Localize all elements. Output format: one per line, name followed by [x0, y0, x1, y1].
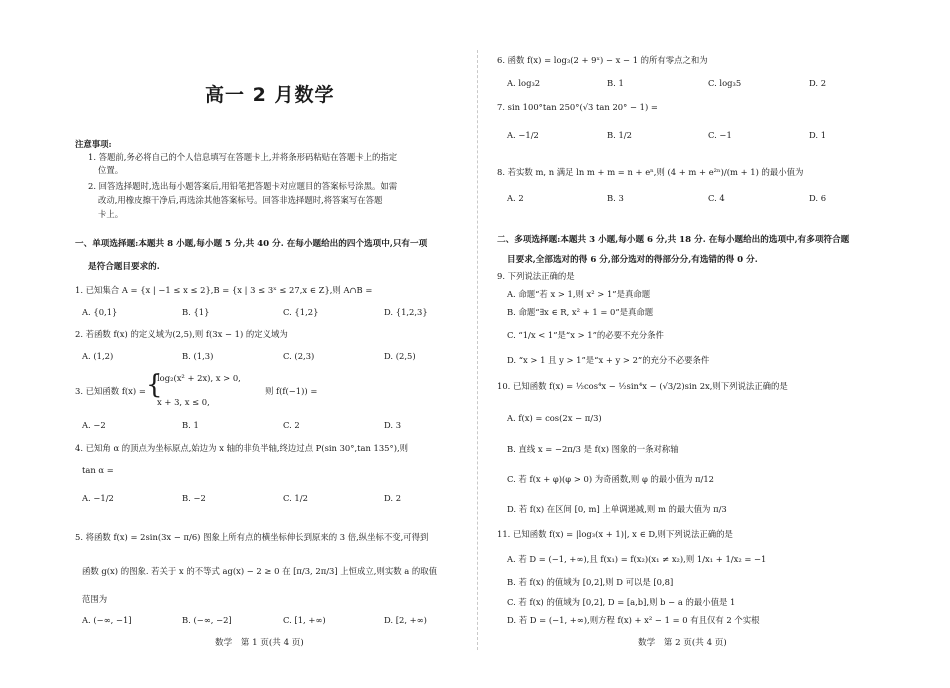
- q9-option-b: B. 命题“∃x ∈ R, x² + 1 = 0”是真命题: [507, 307, 654, 317]
- q8-option-c: C. 4: [708, 193, 725, 203]
- q4-option-b: B. −2: [182, 493, 206, 503]
- q5-option-c: C. [1, +∞): [283, 615, 326, 625]
- q2-option-d: D. (2,5): [384, 351, 416, 361]
- q7-stem: 7. sin 100°tan 250°(√3 tan 20° − 1) =: [497, 102, 658, 112]
- q1-stem: 1. 已知集合 A = {x | −1 ≤ x ≤ 2},B = {x | 3 ≤ 3ˣ ≤ 27,x ∈ Z},则 A∩B =: [75, 285, 373, 295]
- q2-option-c: C. (2,3): [283, 351, 315, 361]
- q8-option-d: D. 6: [809, 193, 827, 203]
- q5-stem-line2: 函数 g(x) 的图象. 若关于 x 的不等式 ag(x) − 2 ≥ 0 在 [π/3, 2π/3] 上恒成立,则实数 a 的取值: [82, 566, 438, 576]
- q11-option-d: D. 若 D = (−1, +∞),则方程 f(x) + x² − 1 = 0 有且仅有 2 个实根: [507, 615, 760, 625]
- q3-option-a: A. −2: [82, 420, 106, 430]
- footer-left: 数学 第 1 页(共 4 页): [215, 638, 304, 648]
- q3-option-c: C. 2: [283, 420, 300, 430]
- q1-option-b: B. {1}: [182, 307, 210, 317]
- q4-option-c: C. 1/2: [283, 493, 308, 503]
- q9-option-a: A. 命题“若 x > 1,则 x² > 1”是真命题: [507, 289, 651, 299]
- section2-heading-line2: 目要求,全部选对的得 6 分,部分选对的得部分分,有选错的得 0 分.: [507, 255, 758, 265]
- q6-option-c: C. log₃5: [708, 78, 742, 88]
- q9-option-d: D. “x > 1 且 y > 1”是“x + y > 2”的充分不必要条件: [507, 355, 710, 365]
- q2-stem: 2. 若函数 f(x) 的定义域为(2,5),则 f(3x − 1) 的定义域为: [75, 329, 288, 339]
- q6-stem: 6. 函数 f(x) = log₃(2 + 9ˣ) − x − 1 的所有零点之和为: [497, 55, 708, 65]
- q5-option-a: A. (−∞, −1]: [82, 615, 132, 625]
- column-divider: [477, 50, 478, 650]
- q5-stem-line1: 5. 将函数 f(x) = 2sin(3x − π/6) 图象上所有点的横坐标伸长到原来的 3 倍,纵坐标不变,可得到: [75, 532, 429, 542]
- q4-stem-line2: tan α =: [82, 465, 114, 475]
- q8-stem: 8. 若实数 m, n 满足 ln m + m = n + eⁿ,则 (4 + m + e²ⁿ)/(m + 1) 的最小值为: [497, 167, 804, 177]
- q5-option-b: B. (−∞, −2]: [182, 615, 232, 625]
- q2-option-a: A. (1,2): [82, 351, 114, 361]
- q3-stem-lead: 3. 已知函数 f(x) =: [75, 386, 146, 396]
- q2-option-b: B. (1,3): [182, 351, 214, 361]
- q11-option-c: C. 若 f(x) 的值域为 [0,2], D = [a,b],则 b − a 的最小值是 1: [507, 597, 736, 607]
- section1-heading-line2: 是符合题目要求的.: [88, 262, 160, 272]
- q3-option-b: B. 1: [182, 420, 199, 430]
- notes-item1-line2: 位置。: [98, 165, 124, 175]
- q1-option-c: C. {1,2}: [283, 307, 319, 317]
- q8-option-b: B. 3: [607, 193, 624, 203]
- q7-option-c: C. −1: [708, 130, 732, 140]
- q5-stem-line3: 范围为: [82, 594, 108, 604]
- q8-option-a: A. 2: [507, 193, 524, 203]
- q11-option-b: B. 若 f(x) 的值域为 [0,2],则 D 可以是 [0,8]: [507, 577, 674, 587]
- q7-option-a: A. −1/2: [507, 130, 539, 140]
- q3-stem-tail: 则 f(f(−1)) =: [265, 386, 318, 396]
- section1-heading-line1: 一、单项选择题:本题共 8 小题,每小题 5 分,共 40 分. 在每小题给出的四个选项中,只有一项: [75, 239, 428, 249]
- notes-heading: 注意事项:: [75, 139, 112, 149]
- page-title: 高一 2 月数学: [205, 84, 335, 106]
- q6-option-a: A. log₃2: [507, 78, 541, 88]
- q6-option-b: B. 1: [607, 78, 624, 88]
- q11-option-a: A. 若 D = (−1, +∞),且 f(x₁) = f(x₂)(x₁ ≠ x₂),则 1/x₁ + 1/x₂ = −1: [507, 554, 767, 564]
- q10-stem: 10. 已知函数 f(x) = ½cos⁴x − ½sin⁴x − (√3/2)sin 2x,则下列说法正确的是: [497, 381, 788, 391]
- notes-item1-line1: 1. 答题前,务必将自己的个人信息填写在答题卡上,并将条形码粘贴在答题卡上的指定: [88, 152, 398, 162]
- notes-item2-line2: 改动,用橡皮擦干净后,再选涂其他答案标号。回答非选择题时,将答案写在答题: [98, 195, 383, 205]
- footer-right: 数学 第 2 页(共 4 页): [638, 638, 727, 648]
- q6-option-d: D. 2: [809, 78, 827, 88]
- notes-item2-line3: 卡上。: [98, 209, 124, 219]
- section2-heading-line1: 二、多项选择题:本题共 3 小题,每小题 6 分,共 18 分. 在每小题给出的选项中,有多项符合题: [497, 235, 850, 245]
- q9-option-c: C. “1/x < 1”是“x > 1”的必要不充分条件: [507, 330, 664, 340]
- q1-option-d: D. {1,2,3}: [384, 307, 428, 317]
- q9-stem: 9. 下列说法正确的是: [497, 271, 575, 281]
- q3-option-d: D. 3: [384, 420, 402, 430]
- q11-stem: 11. 已知函数 f(x) = |log₃(x + 1)|, x ∈ D,则下列说法正确的是: [497, 529, 733, 539]
- q7-option-d: D. 1: [809, 130, 827, 140]
- q10-option-b: B. 直线 x = −2π/3 是 f(x) 图象的一条对称轴: [507, 444, 679, 454]
- q4-stem-line1: 4. 已知角 α 的顶点为坐标原点,始边为 x 轴的非负半轴,终边过点 P(sin 30°,tan 135°),则: [75, 443, 408, 453]
- notes-item2-line1: 2. 回答选择题时,选出每小题答案后,用铅笔把答题卡对应题目的答案标号涂黑。如需: [88, 181, 398, 191]
- q10-option-d: D. 若 f(x) 在区间 [0, m] 上单调递减,则 m 的最大值为 π/3: [507, 504, 727, 514]
- q10-option-a: A. f(x) = cos(2x − π/3): [507, 413, 602, 423]
- q3-piece1: log₂(x² + 2x), x > 0,: [157, 373, 241, 383]
- q10-option-c: C. 若 f(x + φ)(φ > 0) 为奇函数,则 φ 的最小值为 π/12: [507, 474, 715, 484]
- q5-option-d: D. [2, +∞): [384, 615, 427, 625]
- q3-piece2: x + 3, x ≤ 0,: [157, 397, 210, 407]
- q4-option-a: A. −1/2: [82, 493, 114, 503]
- q4-option-d: D. 2: [384, 493, 402, 503]
- q7-option-b: B. 1/2: [607, 130, 632, 140]
- q1-option-a: A. {0,1}: [82, 307, 118, 317]
- q3-brace: {: [146, 370, 163, 400]
